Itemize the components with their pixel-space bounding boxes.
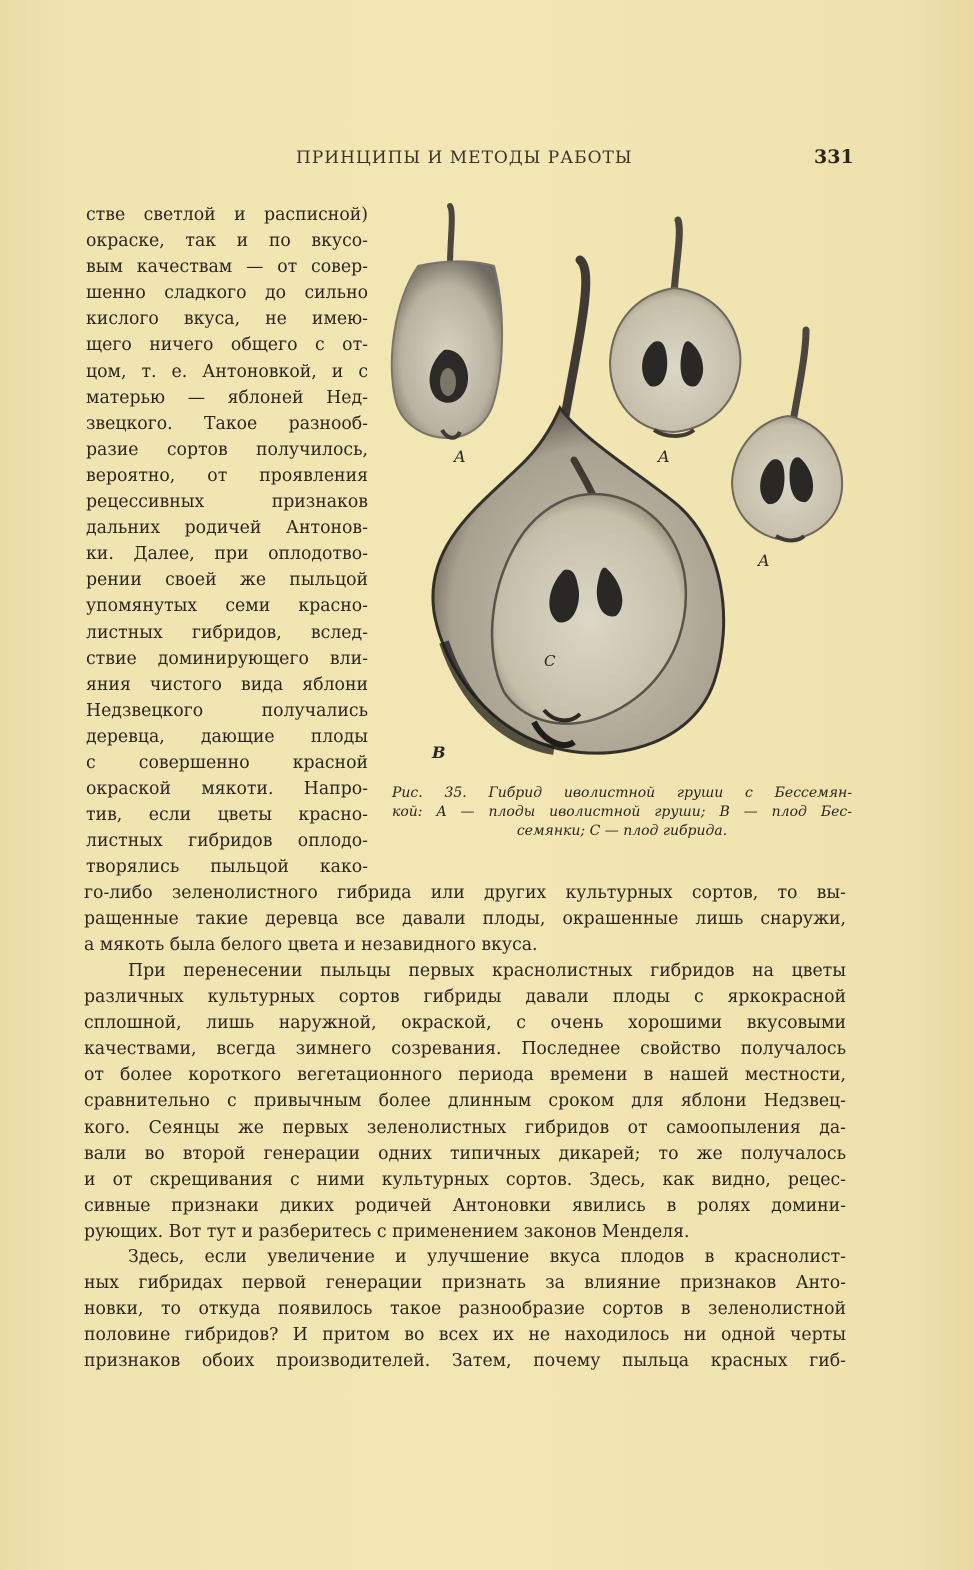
- page-number: 331: [814, 146, 854, 168]
- text-line: разие сортов получилось,: [86, 439, 368, 460]
- left-text-column: [86, 202, 368, 880]
- text-line: Здесь, если увеличение и улучшение вкуса плодов в краснолист-: [128, 1247, 846, 1267]
- continuation-text: [84, 880, 846, 958]
- text-line: творялись пыльцой како-: [86, 857, 368, 878]
- text-line: стве светлой и расписной): [86, 205, 368, 225]
- text-line: вали во второй генерации одних типичных дикарей; то же получалось: [84, 1143, 846, 1164]
- label-c: C: [544, 652, 556, 670]
- text-line: качествами, всегда зимнего созревания. Последнее свойство получалось: [84, 1039, 846, 1060]
- label-a-left: A: [454, 447, 466, 466]
- text-line: кислого вкуса, не имею-: [86, 309, 368, 330]
- label-a-middle: A: [658, 447, 670, 466]
- text-line: сплошной, лишь наружной, окраской, с очень хорошими вкусовыми: [84, 1013, 846, 1034]
- caption-line: семянки; C — плод гибрида.: [516, 823, 728, 839]
- text-line: Недзвецкого получались: [86, 700, 368, 721]
- paragraph-2: [84, 958, 846, 1245]
- text-line: ствие доминирующего вли-: [86, 648, 368, 669]
- text-line: вым качествам — от совер-: [86, 257, 368, 278]
- pear-illustration: [384, 202, 850, 782]
- running-header: ПРИНЦИПЫ И МЕТОДЫ РАБОТЫ: [296, 148, 633, 168]
- label-a-right: A: [758, 551, 770, 570]
- text-line: с совершенно красной: [86, 752, 368, 773]
- text-line: рующих. Вот тут и разберитесь с применением законов Менделя.: [84, 1221, 690, 1242]
- text-line: шенно сладкого до сильно: [86, 283, 368, 304]
- text-line: При перенесении пыльцы первых краснолистных гибридов на цветы: [128, 961, 846, 981]
- pear-figure: [384, 202, 850, 782]
- text-line: цом, т. е. Антоновкой, и с: [86, 361, 368, 382]
- text-line: ки. Далее, при оплодотво-: [86, 544, 368, 565]
- text-line: новки, то откуда появилось такое разнообразие сортов в зеленолистной: [84, 1299, 846, 1320]
- label-b: B: [432, 743, 446, 762]
- text-line: ращенные такие деревца все давали плоды, окрашенные лишь снаружи,: [84, 909, 846, 930]
- caption-line: кой: A — плоды иволистной груши; B — плод Бес-: [392, 804, 852, 820]
- fruit-a-left: [392, 206, 502, 438]
- fruit-a-right: [732, 330, 842, 541]
- text-line: листных гибридов, вслед-: [86, 622, 368, 643]
- caption-line: Рис. 35. Гибрид иволистной груши с Бессемян-: [392, 785, 852, 801]
- fruit-a-middle: [610, 220, 740, 436]
- text-line: кого. Сеянцы же первых зеленолистных гибридов от самоопыления да-: [84, 1117, 846, 1138]
- text-line: от более короткого вегетационного периода времени в нашей местности,: [84, 1065, 846, 1086]
- text-line: половине гибридов? И притом во всех их не находилось ни одной черты: [84, 1325, 846, 1346]
- text-line: матерью — яблоней Нед-: [86, 387, 368, 408]
- text-line: листных гибридов оплодо-: [86, 831, 368, 852]
- text-line: окраской мякоти. Напро-: [86, 779, 368, 800]
- text-line: различных культурных сортов гибриды давали плоды с яркокрасной: [84, 987, 846, 1008]
- text-line: сравнительно с привычным более длинным сроком для яблони Недзвец-: [84, 1091, 846, 1112]
- text-line: дальних родичей Антонов-: [86, 518, 368, 539]
- text-line: деревца, дающие плоды: [86, 726, 368, 747]
- figure-caption: [392, 784, 852, 841]
- text-line: тив, если цветы красно-: [86, 805, 368, 826]
- paragraph-3: [84, 1244, 846, 1374]
- text-line: рении своей же пыльцой: [86, 570, 368, 591]
- text-line: щего ничего общего с от-: [86, 335, 368, 356]
- text-line: упомянутых семи красно-: [86, 596, 368, 617]
- text-line: окраске, так и по вкусо-: [86, 231, 368, 252]
- text-line: а мякоть была белого цвета и незавидного вкуса.: [84, 935, 538, 956]
- text-line: признаков обоих производителей. Затем, почему пыльца красных гиб-: [84, 1351, 846, 1372]
- text-line: вероятно, от проявления: [86, 465, 368, 486]
- text-line: сивные признаки диких родичей Антоновки явились в ролях домини-: [84, 1195, 846, 1216]
- text-line: го-либо зеленолистного гибрида или других культурных сортов, то вы-: [84, 883, 846, 903]
- text-line: и от скрещивания с ними культурных сортов. Здесь, как видно, рецес-: [84, 1169, 846, 1190]
- text-line: звецкого. Такое разнооб-: [86, 413, 368, 434]
- text-line: рецессивных признаков: [86, 492, 368, 513]
- text-line: яния чистого вида яблони: [86, 674, 368, 695]
- text-line: ных гибридах первой генерации признать за влияние признаков Анто-: [84, 1273, 846, 1294]
